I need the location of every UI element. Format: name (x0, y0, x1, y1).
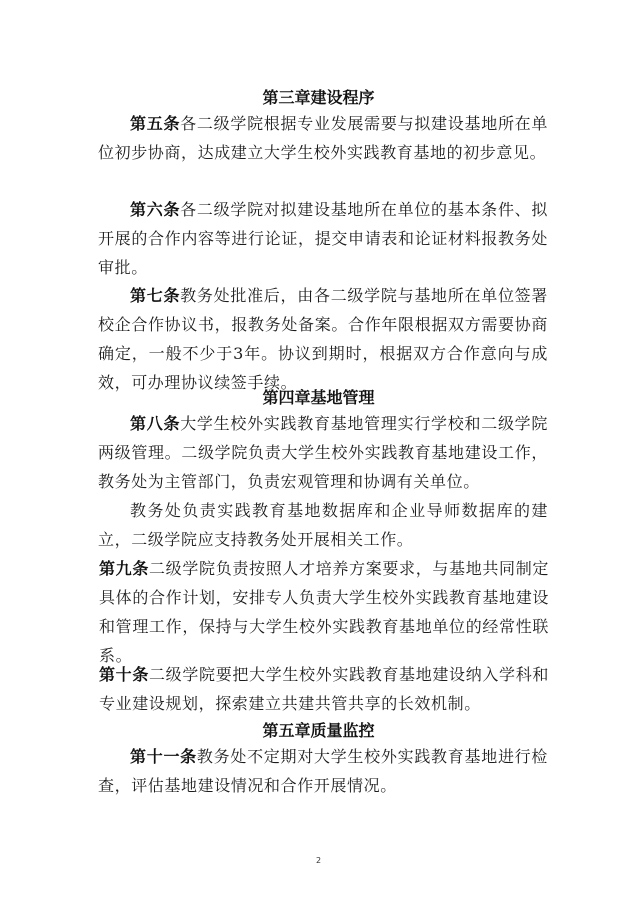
page-number: 2 (315, 856, 322, 865)
article-10-text: 二级学院要把大学生校外实践教育基地建设纳入学科和专业建设规划，探索建立共建共管共享的长效机制。 (99, 665, 549, 713)
article-6-text: 各二级学院对拟建设基地所在单位的基本条件、拟开展的合作内容等进行论证，提交申请表和论证材料报教务处审批。 (98, 200, 548, 277)
chapter-3-title: 第三章建设程序 (262, 88, 375, 107)
article-9-label: 第九条 (99, 559, 150, 578)
article-6 (98, 195, 548, 282)
article-10 (99, 660, 549, 718)
article-11-text: 教务处不定期对大学生校外实践教育基地进行检查，评估基地建设情况和合作开展情况。 (98, 747, 548, 795)
article-9-text: 二级学院负责按照人才培养方案要求，与基地共同制定具体的合作计划，安排专人负责大学生校外实践教育基地建设和管理工作，保持与大学生校外实践教育基地单位的经常性联系。 (99, 559, 549, 665)
article-5-text: 各二级学院根据专业发展需要与拟建设基地所在单位初步协商，达成建立大学生校外实践教育基地的初步意见。 (98, 114, 548, 162)
article-8-continuation: 教务处负责实践教育基地数据库和企业导师数据库的建立，二级学院应支持教务处开展相关工作。 (98, 501, 548, 549)
article-5-label: 第五条 (130, 114, 181, 133)
article-11-label: 第十一条 (130, 747, 197, 766)
article-8-label: 第八条 (130, 414, 181, 433)
article-11 (98, 742, 548, 800)
article-10-label: 第十条 (99, 665, 150, 684)
article-8 (98, 409, 548, 496)
chapter-4-title: 第四章基地管理 (262, 388, 375, 407)
chapter-5-title: 第五章质量监控 (262, 721, 375, 740)
article-9 (99, 554, 549, 670)
article-8-text: 大学生校外实践教育基地管理实行学校和二级学院两级管理。二级学院负责大学生校外实践教育基地建设工作，教务处为主管部门，负责宏观管理和协调有关单位。 (98, 414, 548, 491)
article-7-text: 教务处批准后，由各二级学院与基地所在单位签署校企合作协议书，报教务处备案。合作年限根据双方需要协商确定，一般不少于3年。协议到期时，根据双方合作意向与成效，可办理协议续签手续。 (98, 286, 548, 392)
article-7-label: 第七条 (130, 286, 181, 305)
article-6-label: 第六条 (130, 200, 181, 219)
article-7 (98, 281, 548, 397)
article-5 (98, 109, 548, 167)
